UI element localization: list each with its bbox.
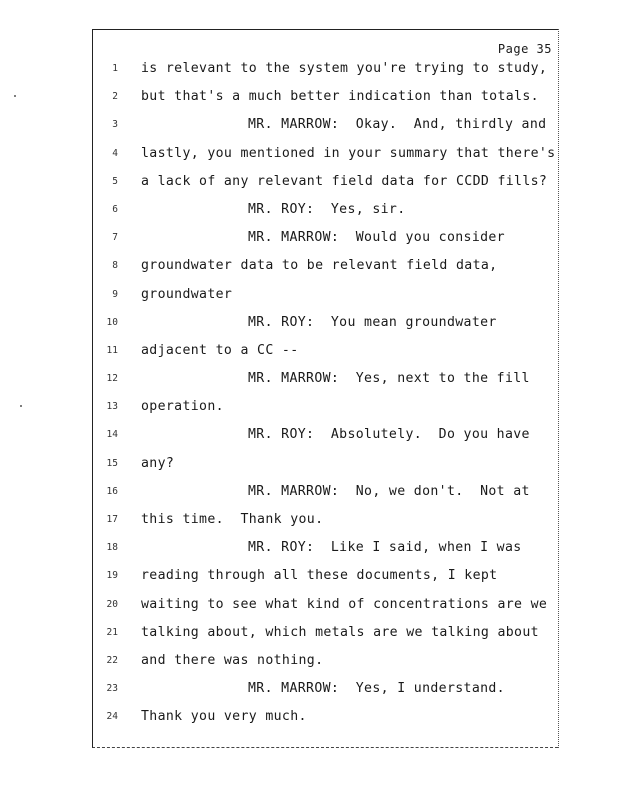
- transcript-line: [0, 340, 618, 368]
- transcript-line: [0, 537, 618, 565]
- line-number: 11: [106, 344, 118, 356]
- transcript-line: [0, 284, 618, 312]
- line-text: this time. Thank you.: [141, 512, 324, 527]
- line-number: 2: [112, 91, 118, 103]
- line-number: 3: [112, 119, 118, 131]
- line-number: 18: [106, 542, 118, 554]
- line-number: 20: [106, 598, 118, 610]
- transcript-line: [0, 368, 618, 396]
- line-number: 10: [106, 316, 118, 328]
- line-text: and there was nothing.: [141, 652, 324, 668]
- line-text: groundwater data to be relevant field data,: [141, 258, 498, 274]
- transcript-line: [0, 143, 618, 171]
- line-number: 16: [106, 485, 118, 497]
- page-number: Page 35: [497, 42, 552, 56]
- line-text: any?: [141, 455, 175, 471]
- line-number: 12: [106, 373, 118, 385]
- line-text: MR. MARROW: Yes, next to the fill: [248, 371, 530, 387]
- line-text: MR. ROY: Absolutely. Do you have: [248, 427, 530, 443]
- line-number: 23: [106, 683, 118, 695]
- line-text: MR. MARROW: Okay. And, thirdly and: [248, 117, 547, 133]
- line-text: MR. ROY: You mean groundwater: [248, 314, 497, 330]
- transcript-line: [0, 312, 618, 340]
- transcript-line: [0, 424, 618, 452]
- line-number: 13: [106, 401, 118, 413]
- line-text: talking about, which metals are we talking about: [141, 624, 539, 640]
- transcript-line: [0, 86, 618, 114]
- line-number: 9: [112, 288, 118, 300]
- transcript-line: [0, 594, 618, 622]
- transcript-line: [0, 255, 618, 283]
- line-text: MR. MARROW: No, we don't. Not at: [248, 483, 530, 499]
- transcript-line: [0, 509, 618, 537]
- line-text: groundwater: [141, 286, 233, 302]
- transcript-line: [0, 453, 618, 481]
- transcript-line: [0, 227, 618, 255]
- line-text: lastly, you mentioned in your summary that there's: [141, 145, 556, 161]
- transcript-line: [0, 171, 618, 199]
- line-text: MR. ROY: Yes, sir.: [248, 201, 406, 217]
- line-text: MR. MARROW: Yes, I understand.: [248, 681, 505, 697]
- line-number: 1: [112, 63, 118, 74]
- line-text: waiting to see what kind of concentrations are we: [141, 596, 548, 612]
- line-text: Thank you very much.: [141, 709, 307, 725]
- line-text: MR. MARROW: Would you consider: [248, 230, 505, 246]
- line-number: 22: [106, 654, 118, 666]
- line-text: a lack of any relevant field data for CCDD fills?: [141, 173, 548, 189]
- line-number: 14: [106, 429, 118, 441]
- transcript-line: [0, 706, 618, 734]
- transcript-line: [0, 481, 618, 509]
- line-text: operation.: [141, 399, 224, 415]
- line-number: 5: [112, 175, 118, 187]
- line-number: 21: [106, 626, 118, 638]
- line-text: is relevant to the system you're trying to study,: [141, 61, 548, 76]
- transcript-lines: [0, 58, 618, 735]
- transcript-line: [0, 58, 618, 86]
- line-number: 24: [106, 711, 118, 723]
- transcript-line: [0, 114, 618, 142]
- line-number: 6: [112, 203, 118, 215]
- line-text: MR. ROY: Like I said, when I was: [248, 540, 522, 556]
- transcript-line: [0, 565, 618, 593]
- transcript-line: [0, 199, 618, 227]
- line-number: 17: [106, 514, 118, 525]
- transcript-line: [0, 622, 618, 650]
- line-text: adjacent to a CC --: [141, 342, 299, 358]
- line-number: 15: [106, 457, 118, 469]
- line-number: 19: [106, 570, 118, 582]
- transcript-line: [0, 396, 618, 424]
- transcript-line: [0, 678, 618, 706]
- line-number: 8: [112, 260, 118, 272]
- line-number: 4: [112, 147, 118, 159]
- transcript-line: [0, 650, 618, 678]
- line-text: reading through all these documents, I kept: [141, 568, 498, 584]
- line-text: but that's a much better indication than totals.: [141, 89, 539, 105]
- line-number: 7: [112, 232, 118, 244]
